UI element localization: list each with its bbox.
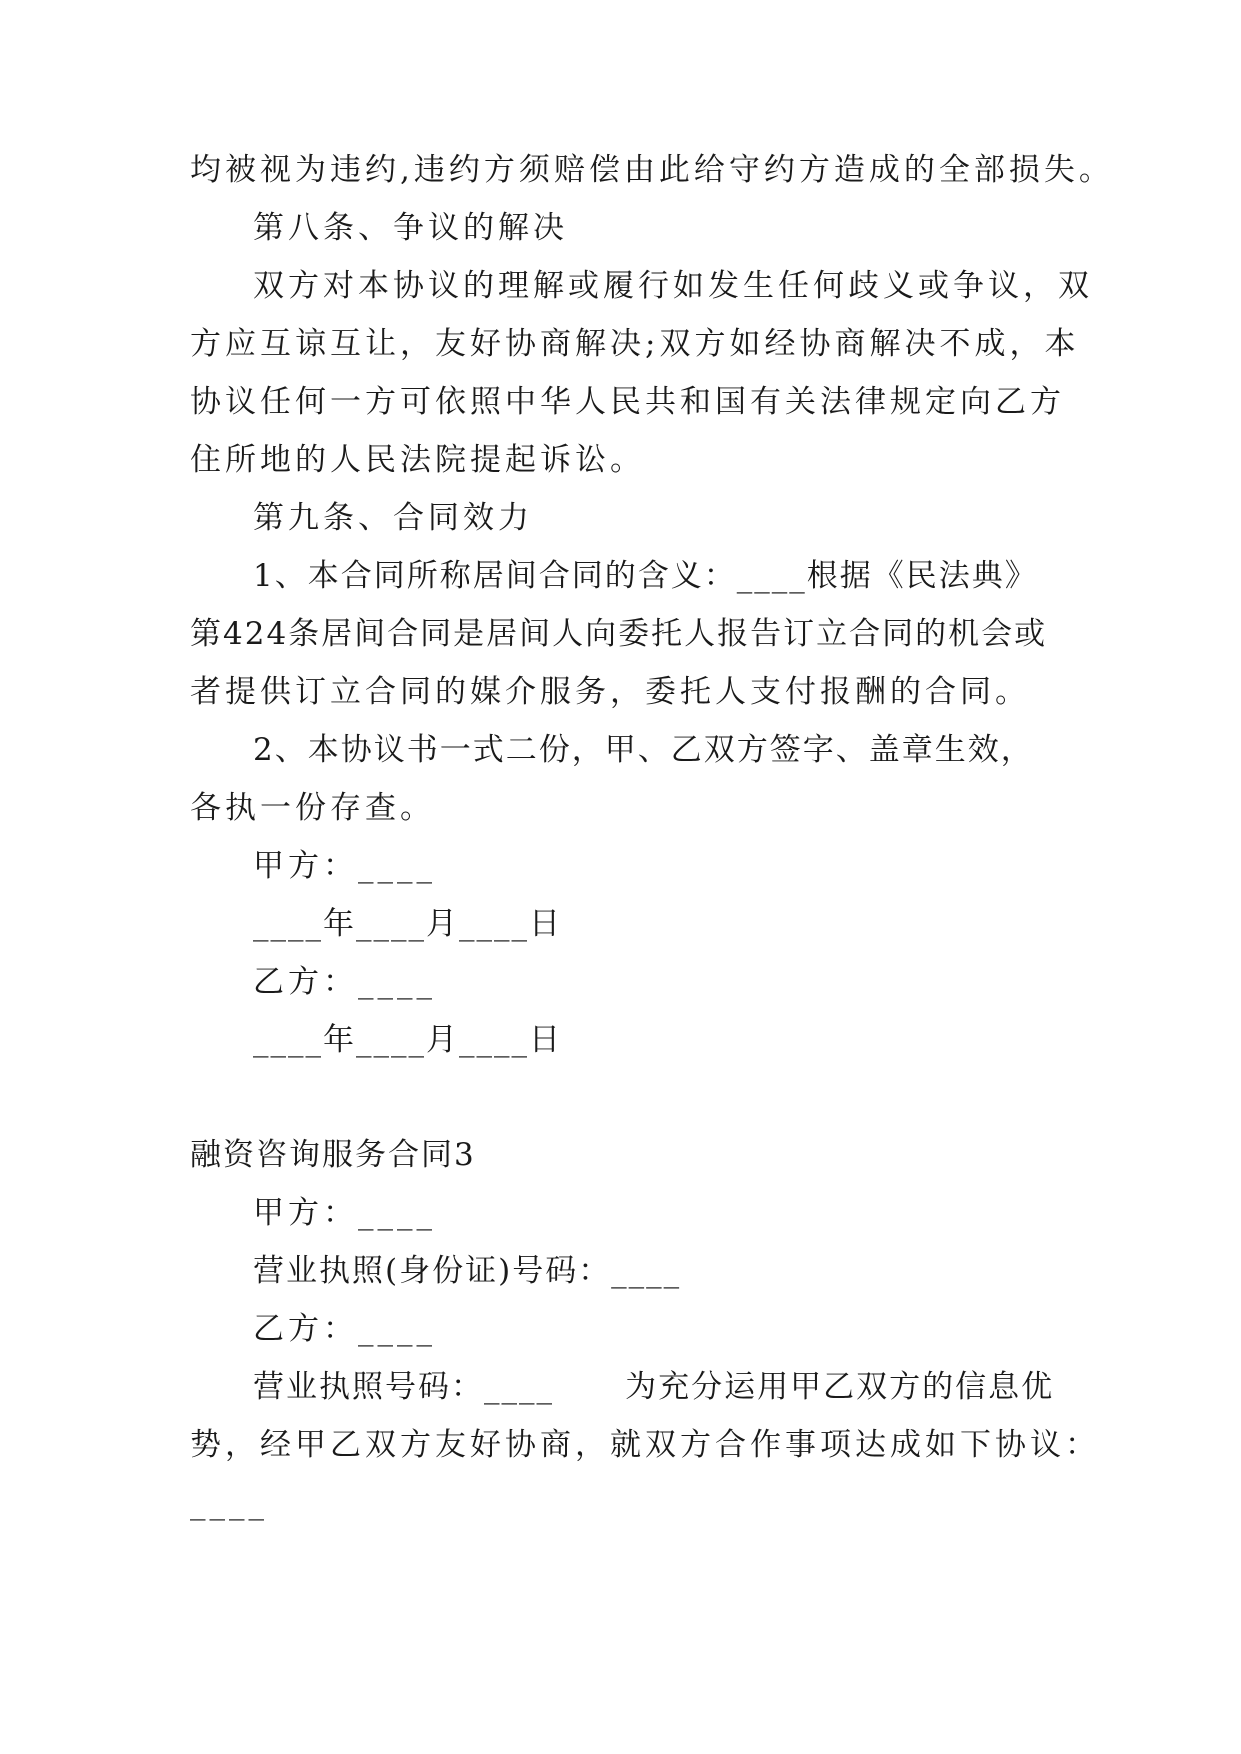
signature-date: ____年____月____日 xyxy=(253,906,562,942)
blank-line: ____ xyxy=(190,1485,268,1521)
signature-party-b: 乙方：____ xyxy=(253,964,436,1000)
section-heading: 第八条、争议的解决 xyxy=(253,210,568,246)
text-line: 第424条居间合同是居间人向委托人报告订立合同的机会或 xyxy=(190,616,1048,652)
text-line: 方应互谅互让，友好协商解决;双方如经协商解决不成，本 xyxy=(190,326,1080,362)
text-line: 2、本协议书一式二份，甲、乙双方签字、盖章生效， xyxy=(253,732,1034,768)
license-number-field: 营业执照号码：____ 为充分运用甲乙双方的信息优 xyxy=(253,1369,1055,1405)
text-line: 势，经甲乙双方友好协商，就双方合作事项达成如下协议： xyxy=(190,1427,1100,1463)
text-line: 双方对本协议的理解或履行如发生任何歧义或争议，双 xyxy=(253,268,1093,304)
text-line: 1、本合同所称居间合同的含义：____根据《民法典》 xyxy=(253,558,1038,594)
section-heading: 第九条、合同效力 xyxy=(253,500,533,536)
text-line: 各执一份存查。 xyxy=(190,790,435,826)
party-b-field: 乙方：____ xyxy=(253,1311,436,1347)
text-line: 住所地的人民法院提起诉讼。 xyxy=(190,442,645,478)
id-number-field: 营业执照(身份证)号码：____ xyxy=(253,1253,682,1289)
text-line: 者提供订立合同的媒介服务，委托人支付报酬的合同。 xyxy=(190,674,1030,710)
signature-date: ____年____月____日 xyxy=(253,1022,562,1058)
text-line: 协议任何一方可依照中华人民共和国有关法律规定向乙方 xyxy=(190,384,1065,420)
contract-title: 融资咨询服务合同3 xyxy=(190,1137,476,1173)
signature-party-a: 甲方：____ xyxy=(253,848,436,884)
party-a-field: 甲方：____ xyxy=(253,1195,436,1231)
text-line: 均被视为违约,违约方须赔偿由此给守约方造成的全部损失。 xyxy=(190,152,1114,188)
